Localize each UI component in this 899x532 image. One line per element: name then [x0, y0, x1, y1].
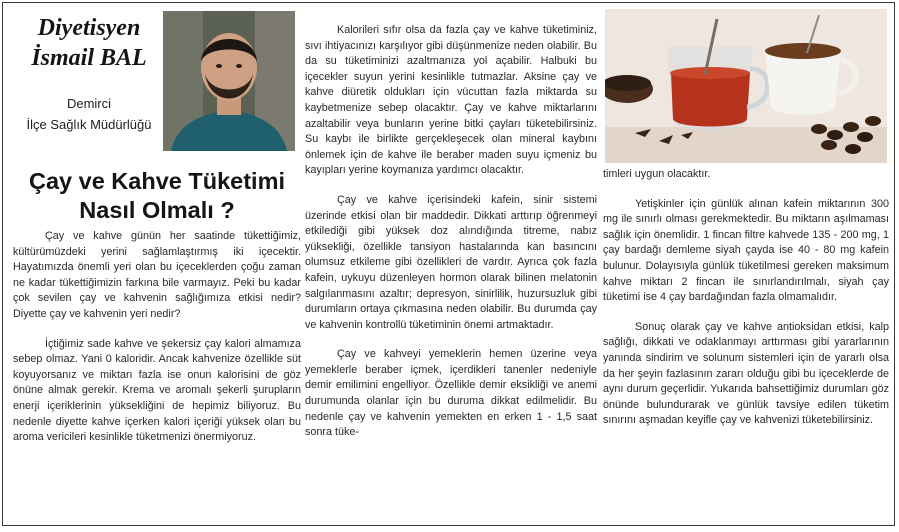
author-title: [19, 13, 159, 73]
column-3: [603, 9, 889, 429]
author-office: İlçe Sağlık Müdürlüğü: [26, 117, 152, 132]
newspaper-column-page: [2, 2, 895, 526]
article-title: [13, 167, 301, 225]
column-2: [305, 23, 597, 441]
author-district: Demirci: [66, 96, 112, 111]
paragraph-conclusion: Sonuç olarak çay ve kahve antioksidan etkisi, kalp sağlığı, dikkati ve odaklanmayı arttırması gibi yararlarının yanında sindirim ve solunum sistemleri için de yararlı olsa da her şeyin fazlasının zararı olduğu gibi bu içeceklerde de aynı durum geçerlidir. Yukarıda bahsettiğimiz durumları göz önünde bulundurarak ve günlük tavsiye edilen tüketim sınırını aşmadan keyifle çay ve kahvenizi tüketebilirsiniz.: [603, 320, 889, 427]
paragraph-hydration: Kalorileri sıfır olsa da fazla çay ve kahve tüketiminiz, sıvı ihtiyacınızı karşılıyor gibi düşünmenize neden olabilir. Bu da su tüketiminizi azaltmanıza yol açabilir. Halbuki bu içecekler suyun yerini kesinlikle tutmazlar. Aksine çay ve kahve diüretik oldukları için vücuttan fazla miktarda su kaybetmenize sebep olacaktır. Çay ve kahve miktarlarını azaltabilir veya bunların yerine bitki çayları tüketebilirsiniz. Su kaybı ile birlikte gerçekleşecek olan mineral kaybını önlemek için de kahve ile beraber maden suyu içmeniz bu kayıpları yerine koymanıza yardımcı olacaktır.: [305, 24, 597, 177]
article-title-line-1: Çay ve Kahve Tüketimi: [29, 168, 285, 194]
tea-coffee-photo: [605, 9, 887, 163]
tea-coffee-image: [605, 9, 887, 163]
paragraph-calories: İçtiğimiz sade kahve ve şekersiz çay kalori almamıza sebep olmaz. Yani 0 kaloridir. Ancak kahvenize özellikle süt koyuyorsanız ve miktarı fazla ise onun kalorisini de göz önüne almak gerekir. Krema ve aromalı şekerli şurupların enerji içeriklerinin yüksekliğini de hepimiz biliyoruz. Bu nedenle diyette kahve içerken kalori içeriği yüksek olan bu aroma vericileri kesinlikle tüketmenizi önermiyoruz.: [13, 337, 301, 444]
author-affiliation: [17, 93, 161, 135]
article-title-line-2: Nasıl Olmalı ?: [79, 197, 235, 223]
paragraph-daily-limit: Yetişkinler için günlük alınan kafein miktarının 300 mg ile sınırlı olması gerekmektedir. Bu miktarın aşılmaması sağlık için önemlidir. 1 fincan filtre kahvede 135 - 200 mg, 1 çay bardağı demleme siyah çayda ise 40 - 80 mg kafein bulunur. Dolayısıyla günlük tüketilmesi gereken maksimum kahve miktarı 2 fincan ile sınırlandırılmalı, siyah çay tüketimi ise 4 çay bardağından fazla olmamalıdır.: [603, 197, 889, 304]
column-1: [13, 9, 301, 446]
author-name: İsmail BAL: [31, 45, 147, 71]
author-profession: Diyetisyen: [37, 15, 141, 41]
author-header: [13, 9, 301, 161]
paragraph-iron-absorption: Çay ve kahveyi yemeklerin hemen üzerine veya yemeklerle beraber içmek, içerdikleri tanenler nedeniyle demir emilimini engelliyor. Özellikle demir eksikliği ve anemi durumunda olanlar için bu duruma dikkat edilmelidir. Bu nedenle çay ve kahvenin yemekten en erken 1 - 1,5 saat sonra tüke-: [305, 348, 597, 439]
author-portrait-image: [163, 11, 295, 151]
paragraph-intro: Çay ve kahve günün her saatinde tükettiğimiz, kültürümüzdeki yerini sağlamlaştırmış iki içecektir. Hayatımızda önemli yeri olan bu içeceklerden çoğu zaman ne kadar tükettiğimizin farkına bile varmayız. Peki bu kadar çok sevilen çay ve kahvenin sağlığımıza etkisi nedir? Diyette çay ve kahvenin yeri nedir?: [13, 230, 301, 320]
paragraph-caffeine-effects: Çay ve kahve içerisindeki kafein, sinir sistemi üzerinde etkisi olan bir maddedir. Dikkati arttırıp öğrenmeyi etkilediği gibi yüksek doz alındığında titreme, nabız yüksekliği, özellikle tansiyon hastalarında kan basıncını olumsuz etkileme gibi özellikleri de vardır. Ayrıca çok fazla kafein, uykuyu düzenleyen hormon olarak bilinen melatonin salgılanmasını azaltır; depresyon, sinirlilik, huzursuzluk gibi durumların ortaya çıkmasına neden olabilir. Bu durumda çay ve kahvenin kontrollü tüketiminin önemi artmaktadır.: [305, 193, 597, 331]
paragraph-continuation: timleri uygun olacaktır.: [603, 168, 711, 180]
author-photo: [163, 11, 295, 151]
